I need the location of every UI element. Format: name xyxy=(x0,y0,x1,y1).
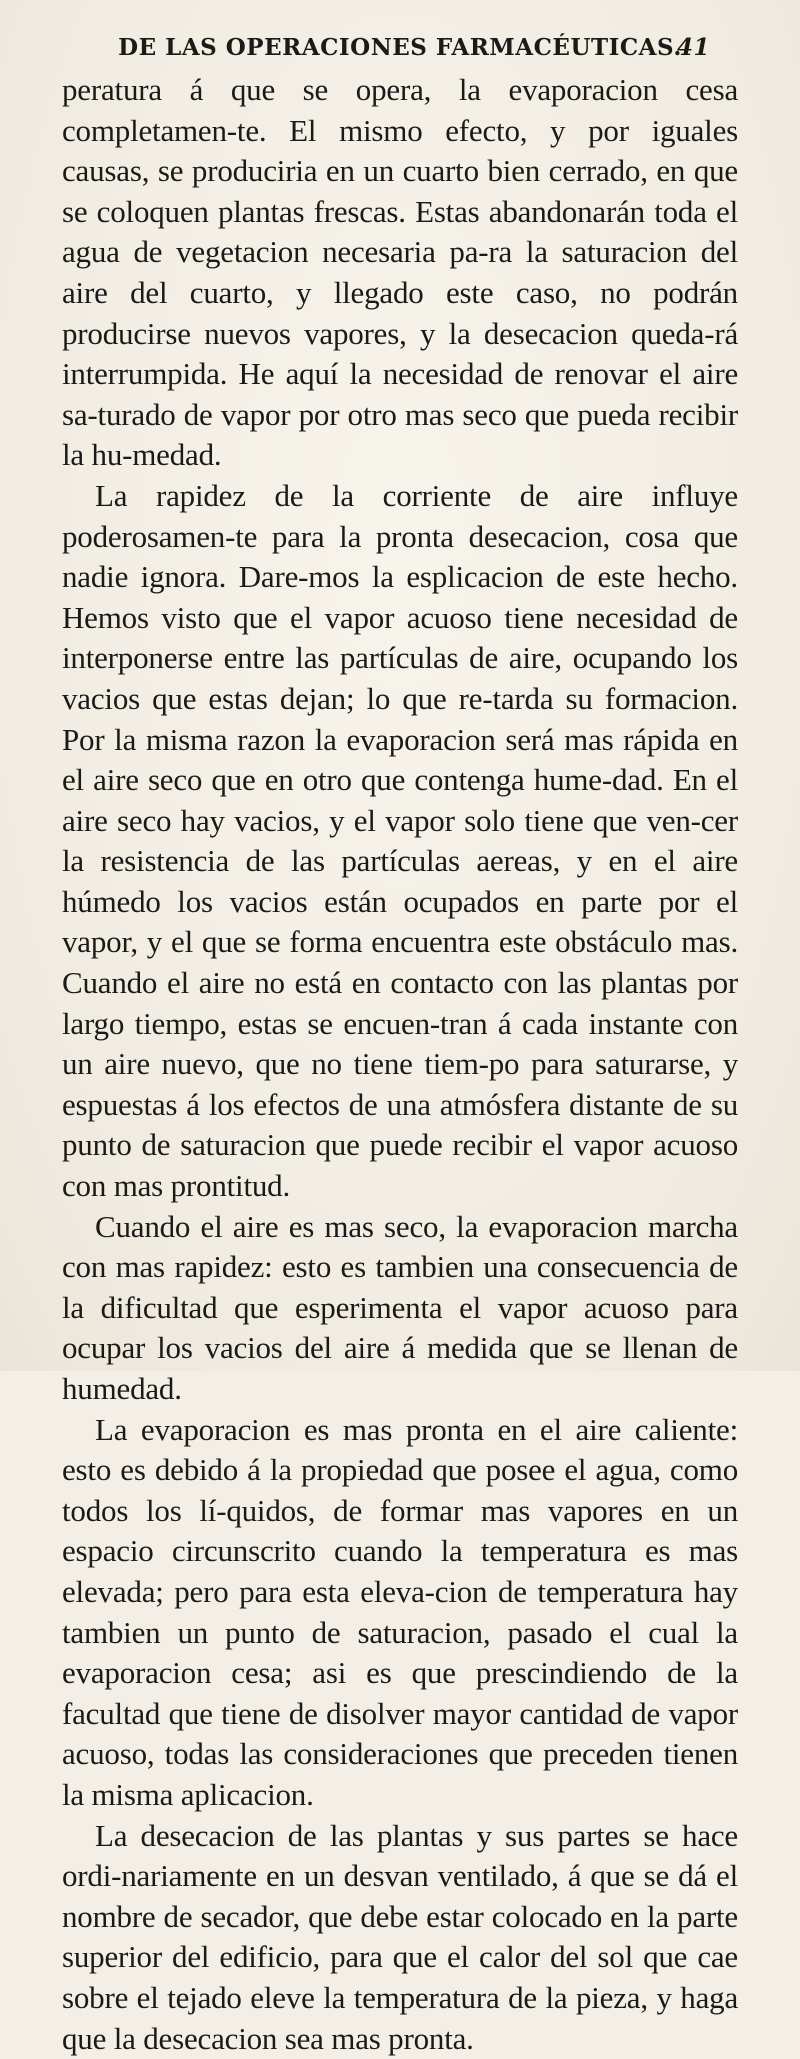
body-text xyxy=(62,70,738,2059)
paragraph: peratura á que se opera, la evaporacion cesa completamen-te. El mismo efecto, y por iguales causas, se produciria en un cuarto bien cerrado, en que se coloquen plantas frescas. Estas abandonarán toda el agua de vegetacion necesaria pa-ra la saturacion del aire del cuarto, y llegado este caso, no podrán producirse nuevos vapores, y la desecacion queda-rá interrumpida. He aquí la necesidad de renovar el aire sa-turado de vapor por otro mas seco que pueda recibir la hu-medad. xyxy=(62,72,738,473)
paragraph: La evaporacion es mas pronta en el aire caliente: esto es debido á la propiedad que posee el agua, como todos los lí-quidos, de formar mas vapores en un espacio circunscrito cuando la temperatura es mas elevada; pero para esta eleva-cion de temperatura hay tambien un punto de saturacion, pasado el cual la evaporacion cesa; asi es que prescindiendo de la facultad que tiene de disolver mayor cantidad de vapor acuoso, todas las consideraciones que preceden tienen la misma aplicacion. xyxy=(62,1411,738,1812)
running-head xyxy=(62,34,738,68)
running-title: DE LAS OPERACIONES FARMACÉUTICAS. xyxy=(118,34,682,61)
paragraph: La desecacion de las plantas y sus partes se hace ordi-nariamente en un desvan ventilado, á que se dá el nombre de secador, que debe estar colocado en la parte superior del edificio, para que el calor del sol que cae sobre el tejado eleve la temperatura de la pieza, y haga que la desecacion sea mas pronta. xyxy=(62,1817,738,2056)
page-number: 41 xyxy=(676,34,710,61)
paragraph: Cuando el aire es mas seco, la evaporacion marcha con mas rapidez: esto es tambien una consecuencia de la dificultad que esperimenta el vapor acuoso para ocupar los vacios del aire á medida que se llenan de humedad. xyxy=(62,1208,738,1406)
paragraph: La rapidez de la corriente de aire influye poderosamen-te para la pronta desecacion, cosa que nadie ignora. Dare-mos la esplicacion de este hecho. Hemos visto que el vapor acuoso tiene necesidad de interponerse entre las partículas de aire, ocupando los vacios que estas dejan; lo que re-tarda su formacion. Por la misma razon la evaporacion será mas rápida en el aire seco que en otro que contenga hume-dad. En el aire seco hay vacios, y el vapor solo tiene que ven-cer la resistencia de las partículas aereas, y en el aire húmedo los vacios están ocupados en parte por el vapor, y el que se forma encuentra este obstáculo mas. Cuando el aire no está en contacto con las plantas por largo tiempo, estas se encuen-tran á cada instante con un aire nuevo, que no tiene tiem-po para saturarse, y espuestas á los efectos de una atmósfera distante de su punto de saturacion que puede recibir el vapor acuoso con mas prontitud. xyxy=(62,477,738,1204)
